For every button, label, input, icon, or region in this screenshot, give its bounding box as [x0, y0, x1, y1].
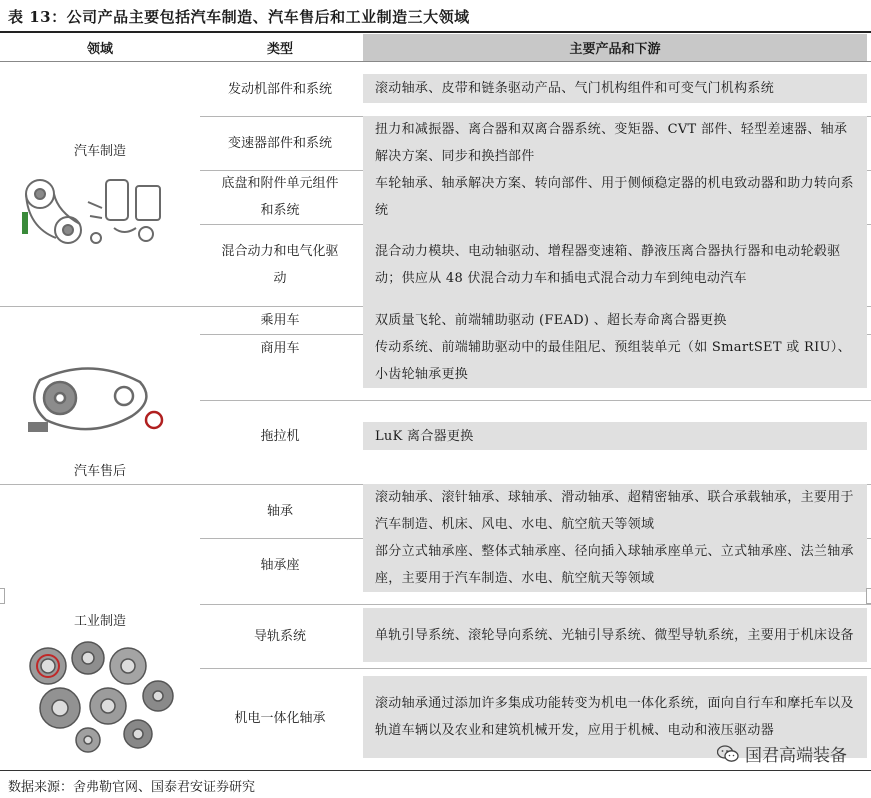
watermark [717, 741, 847, 766]
title-divider [0, 31, 871, 33]
products-bearing-housing: 部分立式轴承座、整体式轴承座、径向插入球轴承座单元、立式轴承座、法兰轴承座，主要用于汽车制造、水电、航空航天等领域 [363, 538, 867, 592]
products-hybrid-electric-drive: 混合动力模块、电动轴驱动、增程器变速箱、静液压离合器执行器和电动轮毂驱动；供应从 48 伏混合动力车和插电式混合动力车到纯电动汽车 [363, 224, 867, 306]
table-bottom-rule [0, 770, 871, 771]
domain-label-auto-manufacturing: 汽车制造 [73, 144, 126, 159]
header-domain: 领域 [0, 34, 200, 61]
type-engine-parts: 发动机部件和系统 [227, 81, 332, 97]
products-chassis-units: 车轮轴承、轴承解决方案、转向部件、用于侧倾稳定器的机电致动器和助力转向系统 [363, 170, 867, 224]
type-bearing-housing: 轴承座 [260, 557, 300, 573]
type-commercial-vehicle: 商用车 [260, 340, 300, 356]
products-mechatronic-bearing: 滚动轴承通过添加许多集成功能转变为机电一体化系统，面向自行车和摩托车以及轨道车辆以及农业和建筑机械开发，应用于机械、电动和液压驱动器 [363, 676, 867, 758]
wheel-bearing-units-image [18, 636, 178, 756]
domain-label-aftermarket: 汽车售后 [73, 464, 126, 479]
table-title: 表 13：公司产品主要包括汽车制造、汽车售后和工业制造三大领域 [8, 8, 470, 26]
wechat-icon [717, 745, 739, 763]
timing-chain-kit-image [20, 360, 170, 450]
products-transmission-parts: 扭力和减振器、离合器和双离合器系统、变矩器、CVT 部件、轻型差速器、轴承解决方案、同步和换挡部件 [363, 116, 867, 170]
products-linear-guide: 单轨引导系统、滚轮导向系统、光轴引导系统、微型导轨系统，主要用于机床设备 [363, 608, 867, 662]
engine-timing-parts-image [18, 172, 168, 252]
type-transmission-parts: 变速器部件和系统 [227, 135, 332, 151]
products-tractor: LuK 离合器更换 [363, 422, 867, 450]
products-bearing: 滚动轴承、滚针轴承、球轴承、滑动轴承、超精密轴承、联合承载轴承，主要用于汽车制造、机床、风电、水电、航空航天等领域 [363, 484, 867, 538]
type-passenger-car: 乘用车 [260, 312, 300, 328]
products-commercial-vehicle: 传动系统、前端辅助驱动中的最佳阻尼、预组装单元（如 SmartSET 或 RIU）、小齿轮轴承更换 [363, 334, 867, 388]
header-type: 类型 [200, 34, 360, 61]
type-chassis-units: 底盘和附件单元组件和系统 [221, 176, 339, 218]
type-linear-guide: 导轨系统 [253, 628, 306, 644]
products-engine-parts: 滚动轴承、皮带和链条驱动产品、气门机构组件和可变气门机构系统 [363, 74, 867, 103]
header-divider [0, 61, 871, 62]
type-tractor: 拖拉机 [260, 428, 300, 444]
type-bearing: 轴承 [266, 503, 293, 519]
header-products: 主要产品和下游 [363, 34, 867, 61]
products-passenger-car: 双质量飞轮、前端辅助驱动 (FEAD) 、超长寿命离合器更换 [363, 306, 867, 334]
domain-label-industrial: 工业制造 [73, 614, 126, 629]
page-edge-mark-left [0, 588, 5, 604]
type-hybrid-electric-drive: 混合动力和电气化驱动 [221, 244, 339, 286]
watermark-text: 国君高端装备 [745, 746, 847, 766]
page-edge-mark-right [866, 588, 871, 604]
data-source-note: 数据来源：舍弗勒官网、国泰君安证券研究 [8, 780, 256, 795]
type-mechatronic-bearing: 机电一体化轴承 [234, 710, 326, 726]
